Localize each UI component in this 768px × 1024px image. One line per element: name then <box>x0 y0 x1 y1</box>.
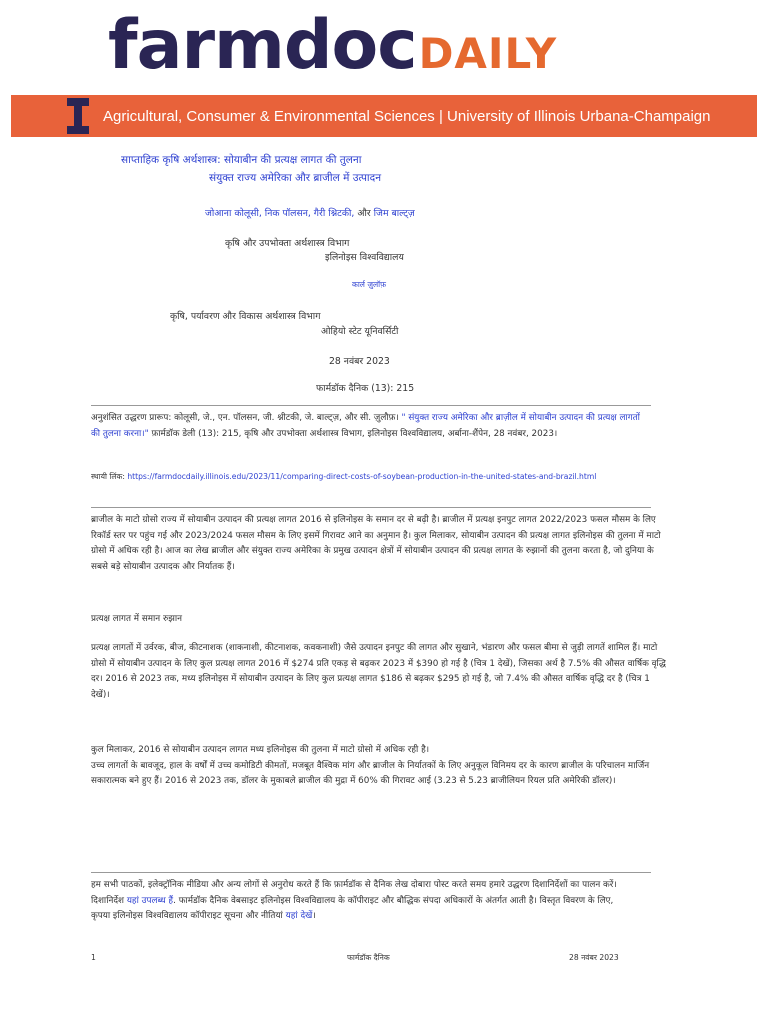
department-2: कृषि, पर्यावरण और विकास अर्थशास्त्र विभाग <box>170 311 321 322</box>
article-title-line1: साप्ताहिक कृषि अर्थशास्त्र: सोयाबीन की प्रत्यक्ष लागत की तुलना <box>121 154 362 166</box>
institution-banner <box>11 95 757 137</box>
notice-line2-a: दिशानिर्देश <box>91 895 125 906</box>
department-1: कृषि और उपभोक्ता अर्थशास्त्र विभाग <box>225 238 350 249</box>
article-title-line2: संयुक्त राज्य अमेरिका और ब्राजील में उत्पादन <box>209 172 382 184</box>
citation-title-link[interactable]: " संयुक्त राज्य अमेरिका और ब्राज़ील में सोयाबीन उत्पादन की प्रत्यक्ष लागतों <box>401 413 640 423</box>
copyright-notice <box>91 878 671 925</box>
authors-main[interactable]: जोआना कोलूसी, निक पॉलसन, गैरी श्निटकी, <box>205 208 355 219</box>
farmdoc-daily-logo <box>108 4 557 88</box>
citation-source: फ़ार्मडॉक डेली (13): 215, कृषि और उपभोक्ता अर्थशास्त्र विभाग, इलिनोइस विश्वविद्यालय, अर्बाना-शैंपेन, 28 नवंबर, 2023। <box>151 428 558 439</box>
authors-last[interactable]: जिम बाल्ट्ज़ <box>373 208 415 219</box>
permalink <box>91 469 596 484</box>
intro-paragraph: ब्राजील के माटो ग्रोसो राज्य में सोयाबीन उत्पादन की प्रत्यक्ष लागत 2016 से इलिनोइस के समान दर से बढ़ी है। ब्राजील में प्रत्यक्ष इनपुट लागत 2022/2023 फसल मौसम के लिए रिकॉर्ड स्तर पर पहुंच गई और 2023/2024 फसल मौसम के लिए इसमें गिरावट आने का अनुमान है। कुल मिलाकर, सोयाबीन उत्पादन की प्रत्यक्ष लागत इलिनोइस की तुलना में माटो ग्रोसो में अधिक रही है। आज का लेख ब्राजील और संयुक्त राज्य अमेरिका के प्रमुख उत्पादन क्षेत्रों में सोयाबीन उत्पादन की प्रत्यक्ष लागत के रुझानों की तुलना करता है, जो दुनिया के सबसे बड़े सोयाबीन उत्पादक और निर्यातक हैं। <box>91 515 661 572</box>
publication-date: 28 नवंबर 2023 <box>329 356 390 367</box>
citation-title-link-cont[interactable]: की तुलना करना।" <box>91 428 149 439</box>
permalink-label: स्थायी लिंक: <box>91 472 125 481</box>
university-1: इलिनोइस विश्वविद्यालय <box>325 252 404 263</box>
notice-line3-a: कृपया इलिनोइस विश्वविद्यालय कॉपीराइट सूचना और नीतियां <box>91 911 283 921</box>
footer-center: फार्मडॉक दैनिक <box>347 953 390 962</box>
logo-accent: DAILY <box>418 29 558 78</box>
divider <box>91 405 651 406</box>
illinois-block-i-icon <box>67 98 89 134</box>
citation-text: अनुशंसित उद्धरण प्रारूप: कोलूसी, जे., एन. पॉलसन, जी. श्नीटकी, जे. बाल्ट्ज़, और सी. ज़ुलौफ़। <box>91 413 399 423</box>
guidelines-link[interactable]: यहां उपलब्ध हैं <box>126 895 174 906</box>
page-number: 1 <box>91 953 96 962</box>
authors-line <box>205 206 415 221</box>
authors-and: और <box>357 208 371 219</box>
direct-costs-paragraph: प्रत्यक्ष लागतों में उर्वरक, बीज, कीटनाशक (शाकनाशी, कीटनाशक, कवकनाशी) जैसे उत्पादन इनपुट की लागत और सुखाने, भंडारण और फसल बीमा से जुड़ी लागतें शामिल हैं। माटो ग्रोसो में सोयाबीन उत्पादन के लिए कुल प्रत्यक्ष लागत 2016 में $274 प्रति एकड़ से बढ़कर 2023 में $390 हो गई है (चित्र 1 देखें), जिसका अर्थ है 7.5% की औसत वार्षिक वृद्धि दर। 2016 से 2023 तक, मध्य इलिनोइस में सोयाबीन उत्पादन के लिए कुल प्रत्यक्ष लागत $186 से बढ़कर $295 हो गई है, जो 7.4% की औसत वार्षिक वृद्धि दर है (चित्र 1 देखें)। <box>91 643 666 700</box>
recommended-citation <box>91 411 671 442</box>
logo-main: farmdoc <box>108 6 417 85</box>
author-2-link[interactable]: कार्ल ज़ुलॉफ़ <box>352 280 386 289</box>
summary-paragraph <box>91 743 671 790</box>
banner-text: Agricultural, Consumer & Environmental Sciences | University of Illinois Urbana-Champaign <box>103 107 711 125</box>
notice-line2-b: . फार्मडॉक दैनिक वेबसाइट इलिनोइस विश्वविद्यालय के कॉपीराइट और बौद्धिक संपदा अधिकारों के अंतर्गत आती है। विस्तृत विवरण के लिए, <box>173 895 614 906</box>
summary-line1: कुल मिलाकर, 2016 से सोयाबीन उत्पादन लागत मध्य इलिनोइस की तुलना में माटो ग्रोसो में अधिक रही है। <box>91 745 430 755</box>
notice-line1: हम सभी पाठकों, इलेक्ट्रॉनिक मीडिया और अन्य लोगों से अनुरोध करते हैं कि फ़ार्मडॉक से दैनिक लेख दोबारा पोस्ट करते समय हमारे उद्धरण दिशानिर्देशों का पालन करें। <box>91 880 617 890</box>
permalink-url[interactable]: https://farmdocdaily.illinois.edu/2023/11/comparing-direct-costs-of-soybean-production-in-the-united-states-and-brazil.html <box>127 472 597 481</box>
divider <box>91 872 651 873</box>
citation-id: फार्मडॉक दैनिक (13): 215 <box>316 383 415 394</box>
section-heading: प्रत्यक्ष लागत में समान रुझान <box>91 614 183 624</box>
notice-line3-b: । <box>312 911 316 921</box>
university-2: ओहियो स्टेट यूनिवर्सिटी <box>321 326 399 337</box>
footer-date: 28 नवंबर 2023 <box>569 953 619 962</box>
copyright-policy-link[interactable]: यहां देखें <box>285 911 313 921</box>
summary-rest: उच्च लागतों के बावजूद, हाल के वर्षों में उच्च कमोडिटी कीमतों, मजबूत वैश्विक मांग और ब्राजील के निर्यातकों के लिए अनुकूल विनिमय दर के कारण ब्राजील के परिचालन मार्जिन सकारात्मक बने हुए हैं। 2016 से 2023 तक, डॉलर के मुकाबले ब्राजील की मुद्रा में 60% की गिरावट आई (3.23 से 5.23 ब्राजीलियन रियल प्रति अमेरिकी डॉलर)। <box>91 760 650 786</box>
divider <box>91 507 651 508</box>
